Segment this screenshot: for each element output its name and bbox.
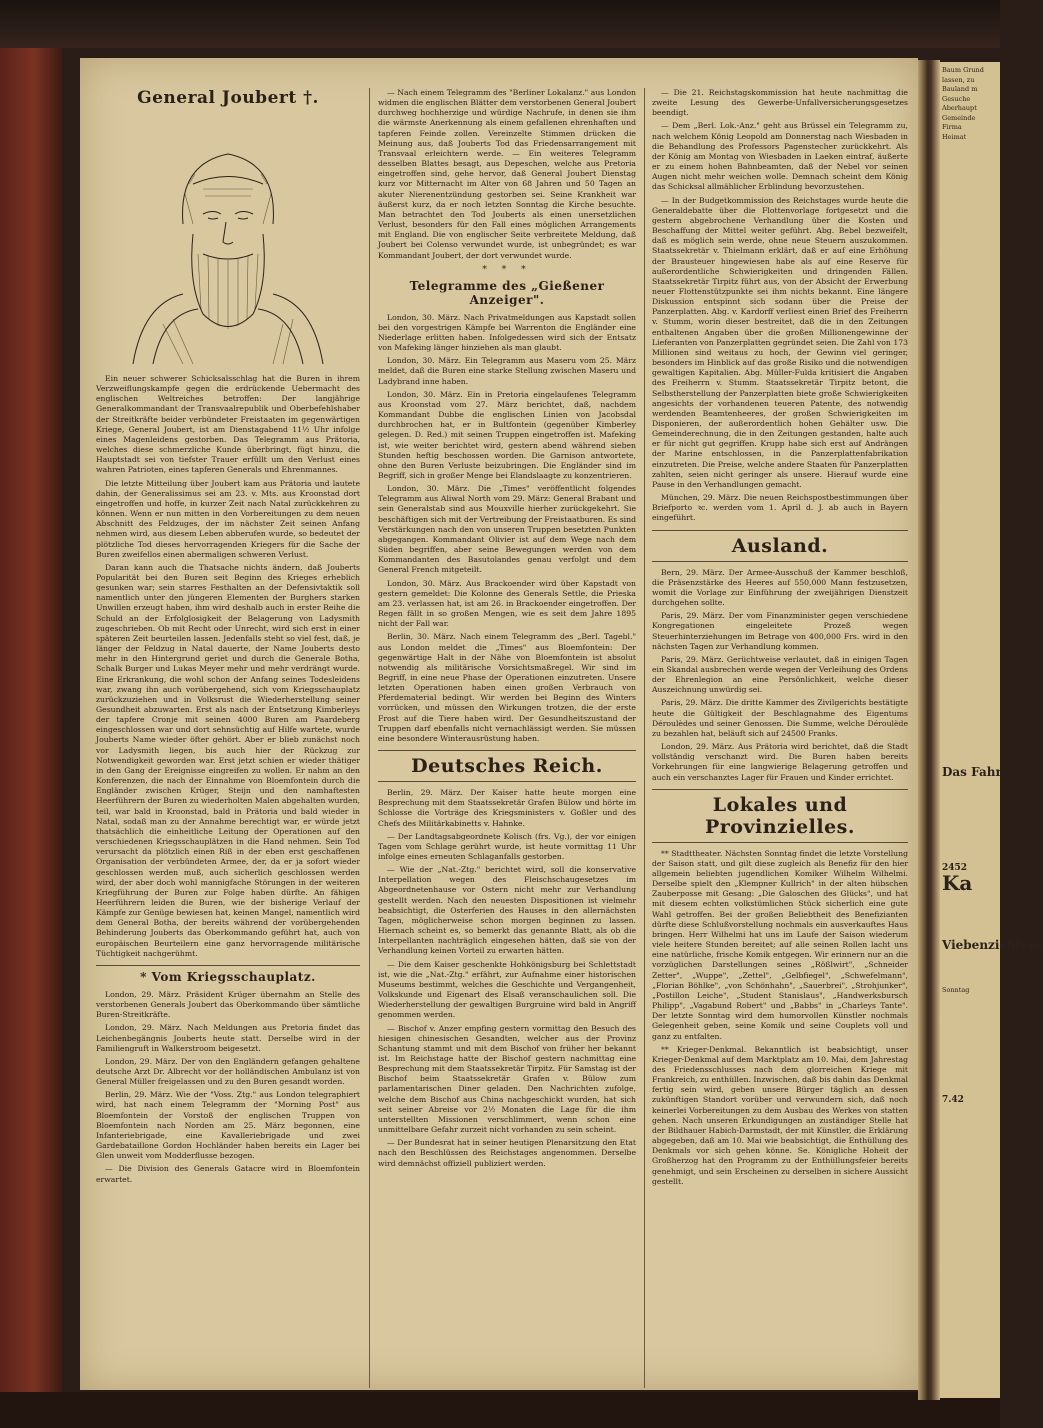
telegram-item: London, 30. März. Die „Times" veröffentlicht folgendes Telegramm aus Aliwal North vom 29. März: General Brabant und sein Generalstab sind aus Mouxville hierher zurückgekehrt. Sie beschäftigen sich mit der Vertreibung der Freistaatburen. Es sind Verstärkungen nach den von unseren Truppen besetzten Punkten abgegangen. Kommandant Olivier ist auf dem Wege nach dem Süden begriffen, aber seine Bewegungen werden von dem Kommandanten des Basutolandes genau verfolgt und dem General French mitgeteilt. <box>378 484 636 575</box>
telegram-item: London, 30. März. Ein in Pretoria eingelaufenes Telegramm aus Kroonstad vom 27. März berichtet, daß, nachdem Kommandant Dubbe die englischen Linien von Jacobsdal durchbrochen hat, er in Bultfontein (gegenüber Kimberley gelegen. D. Red.) mit seinen Truppen eingetroffen ist. Mafeking ist, wie weiter berichtet wird, gestern abend während sieben Stunden heftig beschossen worden. Die Garnison antwortete, ohne den Buren Verluste beizubringen. Die Engländer sind im Begriff, sich in großer Menge bei Elandslaagte zu konzentrieren. <box>378 389 636 480</box>
war-section-title: * Vom Kriegsschauplatz. <box>96 965 360 984</box>
war-item: London, 29. März. Präsident Krüger übernahm an Stelle des verstorbenen Generals Joubert das Oberkommando über sämtliche Buren-Streitkräfte. <box>96 989 360 1020</box>
news-paragraph: München, 29. März. Die neuen Reichspostbestimmungen über Briefporto ꝛc. werden vom 1. April d. J. ab auch in Bayern eingeführt. <box>652 493 908 523</box>
obituary-title: General Joubert †. <box>137 88 319 108</box>
reich-item: — Der Bundesrat hat in seiner heutigen Plenarsitzung den Etat nach den Beschlüssen des Reichstages angenommen. Derselbe wird demnächst offiziell publiziert werden. <box>378 1138 636 1168</box>
war-item: — Die Division des Generals Gatacre wird in Bloemfontein erwartet. <box>96 1164 360 1184</box>
lokal-item: ** Stadttheater. Nächsten Sonntag findet die letzte Vorstellung der Saison statt, und gilt diese zugleich als Benefiz für den hier allgemein beliebten jugendlichen Komiker Wilhelm Wilhelmi. Derselbe spielt den „Klempner Kullrich" in der alten hübschen Zauberposse mit Gesang: „Die Galoschen des Glücks", und hat mit diesem echten volkstümlichen Stück sicherlich eine gute Wahl getroffen. Bei der großen Beliebtheit des Benefizianten dürfte diese Schlußvorstellung nochmals ein ausverkauftes Haus bringen. Herr Wilhelmi hat uns im Laufe der Saison wiederum viele heitere Stunden bereitet; auf alle seinen Rollen lacht uns eine natürliche, frische Komik entgegen. Wir erinnern nur an die vorzüglichen Darstellungen seines „Rößlwirt", „Schneider Zetter", „Wuppe", „Zettel", „Gelbfiegel", „Schwefelmann", „Florian Böhlke", „von Schönhahn", „Sauerbrei", „Strohjunker", „Postillon Leiche", „Student Stanislaus", „Handwerksbursch Philipp", „Vagabund Robert" und „Babbs" in „Charleys Tante". Der letzte Sonntag wird dem humorvollen Künstler nochmals Gelegenheit geben, seine Komik und seine Couplets voll und ganz zu entfalten. <box>652 848 908 1041</box>
ausland-item: Paris, 29. März. Die dritte Kammer des Zivilgerichts bestätigte heute die Gültigkeit der Beschlagnahme des Eigentums Déroulèdes und seiner Genossen. Die Summe, welche Déroulède zu bezahlen hat, beläuft sich auf 24500 Franks. <box>652 698 908 738</box>
adjacent-heading: Das Fahr <box>942 765 1002 779</box>
war-item: Berlin, 29. März. Wie der "Voss. Ztg." aus London telegraphiert wird, hat nach einem Telegramm der "Morning Post" aus Bloemfontein der Vorstoß der englischen Truppen von Bloemfontein nach Norden am 25. März begonnen, eine Infanteriebrigade, eine Kavalleriebrigade und zwei Gardebataillone Gordon Hochländer haben bereits ein Lager bei Glen unweit vom Modderflusse bezogen. <box>96 1090 360 1161</box>
news-paragraph: — Nach einem Telegramm des "Berliner Lokalanz." aus London widmen die englischen Blätter dem verstorbenen General Joubert durchweg hochherzige und würdige Nachrufe, in denen sie ihm die wärmste Anerkennung als einem gefallenen ehrenhaften und tapferen Feinde zollen. Vereinzelte Stimmen drücken die Meinung aus, daß Jouberts Tod das Friedensarrangement mit Transvaal erleichtern werde. — Ein weiteres Telegramm desselben Blattes besagt, aus Depeschen, welche aus Pretoria eingetroffen sind, gehe hervor, daß General Joubert Dienstag kurz vor Mitternacht im Alter von 68 Jahren und 50 Tagen an akuter Nierenentzündung gestorben sei. Seine Krankheit war äußerst kurz, da er noch letzten Sonntag die Kirche besuchte. Man betrachtet den Tod Jouberts als einen unersetzlichen Verlust, besonders für den Fall eines möglichen Arrangements mit England. Die von englischer Seite verbreitete Meldung, daß Joubert bei Colenso verwundet wurde, ist unbegründet; es war Kommandant Joubert, der dort verwundet wurde. <box>378 88 636 260</box>
war-item: London, 29. März. Nach Meldungen aus Pretoria findet das Leichenbegängnis Jouberts heute statt. Derselbe wird in der Familiengruft in Walkerstroom beigesetzt. <box>96 1023 360 1053</box>
adjacent-line: Gemeinde <box>942 113 976 122</box>
portrait-image <box>123 114 333 364</box>
scan-left-edge <box>0 0 62 1428</box>
telegram-section-title: Telegramme des „Gießener Anzeiger". <box>409 278 605 307</box>
reich-item: — Wie der „Nat.-Ztg." berichtet wird, soll die konservative Interpellation wegen des Fleischschaugesetzes im Abgeordnetenhause vor Ostern nicht mehr zur Verhandlung gestellt werden. Nach den neuesten Dispositionen ist vielmehr beabsichtigt, die Osterferien des Hauses in den allernächsten Tagen, möglicherweise schon morgen beginnen zu lassen. Hiernach scheint es, so bemerkt das genannte Blatt, als ob die Interpellanten nachträglich eingesehen hätten, daß sie von der Verhandlung keinen Vorteil zu erwarten hätten. <box>378 865 636 956</box>
reich-section-title: Deutsches Reich. <box>378 750 636 782</box>
news-paragraph: — Die 21. Reichstagskommission hat heute nachmittag die zweite Lesung des Gewerbe-Unfallversicherungsgesetzes beendigt. <box>652 88 908 118</box>
obituary-paragraph: Daran kann auch die Thatsache nichts ändern, daß Jouberts Popularität bei den Buren seit Beginn des Krieges erheblich gesunken war; sein starres Festhalten an der Defensivtaktik soll namentlich unter den jüngeren Elementen der Burghers starken Unwillen erzeugt haben, ihm wird deshalb auch in erster Reihe die Schuld an der Erfolglosigkeit der Belagerung von Ladysmith zugeschrieben. Ob mit Recht oder Unrecht, wird sich erst in einer späteren Zeit beurteilen lassen. Jedenfalls steht so viel fest, daß, je länger der Feldzug in Natal dauerte, der Name Jouberts desto mehr in den Hintergrund geriet und durch die Generale Botha, Schalk Burger und Lukas Meyer mehr und mehr verdrängt wurde. Eine Erkrankung, die wohl schon der Anfang seines Todesleidens war, zwang ihn auch vorübergehend, sich vom Kriegsschauplatz zurückzuziehen und in Volksrust die Wiederherstellung seiner Gesundheit abzuwarten. Erst als nach der Entsetzung Kimberleys der tapfere Cronje mit seinen 4000 Buren am Paardeberg eingeschlossen war und dort sehnsüchtig auf Hilfe wartete, wurde Jouberts Name wieder öfter gehört. Aber er blieb zunächst noch vor Ladysmith liegen, bis auch hier der Rückzug zur Notwendigkeit geworden war. Erst jetzt schien er wieder thätiger in den Gang der Ereignisse eingreifen zu wollen. Er nahm an den Konferenzen, die nach der Einnahme von Bloemfontein durch die Engländer zwischen Krüger, Steijn und den namhaftesten Heerführern der Buren zu wiederholten Malen abgehalten wurden, teil, war bald in Kroonstad, bald in Prätoria und bald wieder in Natal, sodaß man zu der Annahme berechtigt war, er würde jetzt thatsächlich die einheitliche Leitung der Operationen auf den verschiedenen Kriegsschauplätzen in die Hand nehmen. Sein Tod verursacht da plötzlich einen Riß in der eben erst geschaffenen Organisation der verbündeten Armee, der, da er ja sofort wieder geschlossen werden muß, auch sicherlich geschlossen werden wird, der aber doch wohl mannigfache Störungen in der weiteren Kriegführung der Buren zur Folge haben dürfte. An fähigen Heerführern leiden die Buren, wie der bisherige Verlauf der Kämpfe zur Genüge bewiesen hat, keinen Mangel, namentlich wird dem General Botha, der bereits während der vorübergehenden Behinderung Jouberts das Oberkommando geführt hat, auch von europäischen Beurteilern eine ganz hervorragende militärische Tüchtigkeit nachgerühmt. <box>96 562 360 958</box>
ausland-item: Paris, 29. März. Der vom Finanzminister gegen verschiedene Kongregationen eingeleitete Prozeß wegen Steuerhinterziehungen im Betrage von 400,000 Frs. wird in den nächsten Tagen zur Verhandlung kommen. <box>652 611 908 651</box>
column-2 <box>378 88 636 1172</box>
telegram-item: London, 30. März. Ein Telegramm aus Maseru vom 25. März meldet, daß die Buren eine starke Stellung zwischen Maseru und Ladybrand inne haben. <box>378 356 636 386</box>
ausland-item: Bern, 29. März. Der Armee-Ausschuß der Kammer beschloß, die Präsenzstärke des Heeres auf 550,000 Mann festzusetzen, womit die Vorlage zur Einführung der zweijährigen Dienstzeit durchgehen sollte. <box>652 567 908 608</box>
newspaper-page <box>80 58 918 1390</box>
column-rule <box>369 88 370 1388</box>
book-gutter <box>918 60 940 1400</box>
news-paragraph: — Dem „Berl. Lok.-Anz." geht aus Brüssel ein Telegramm zu, nach welchem König Leopold am Donnerstag nach Wiesbaden in die Behandlung des Professors Pagenstecher zurückkehrt. Als der König am Montag von Wiesbaden in Laeken eintraf, äußerte er zu einem hohen Bahnbeamten, daß der Nebel vor seinen Augen nicht mehr weichen wolle. Demnach scheint dem König das Schicksal allmählicher Erblindung bevorzustehen. <box>652 121 908 192</box>
adjacent-heading: Viebenzichtere <box>942 937 1043 952</box>
lokal-item: ** Krieger-Denkmal. Bekanntlich ist beabsichtigt, unser Krieger-Denkmal auf dem Marktplatz am 10. Mai, dem Jahrestag des Friedensschlusses nach dem glorreichen Kriege mit Frankreich, zu enthüllen. Inzwischen, daß bis dahin das Denkmal fertig sein wird, geben unsere Bürger täglich an dessen zukünftigen Standort vorüber und verwundern sich, daß noch keinerlei Vorbereitungen zu dem Ausbau des Werkes von statten gehen. Nach unseren Erkundigungen an zuständiger Stelle hat der Bildhauer Habich-Darmstadt, der mit Künstler, die Erklärung abgegeben, daß am 10. Mai wie beabsichtigt, die Enthüllung des Denkmals vor sich gehen könne. Se. Königliche Hoheit der Großherzog hat den Programm zu der Enthüllungsfeier bereits genehmigt, und sein Erscheinen zu derselben in sichere Aussicht gestellt. <box>652 1044 908 1186</box>
reich-item: — Der Landtagsabgeordnete Kolisch (frs. Vg.), der vor einigen Tagen vom Schlage gerührt wurde, ist heute vormittag 11 Uhr infolge eines erneuten Schlaganfalls gestorben. <box>378 831 636 861</box>
telegram-item: London, 30. März. Aus Brackoender wird über Kapstadt von gestern gemeldet: Die Kolonne des Generals Settle, die Prieska am 23. verlassen hat, ist am 26. in Brackoender eingetroffen. Der Regen fällt in so großen Mengen, wie es seit dem Jahre 1895 nicht der Fall war. <box>378 578 636 629</box>
ausland-item: London, 29. März. Aus Prätoria wird berichtet, daß die Stadt vollständig verschanzt wird. Die Buren haben bereits Vorkehrungen für eine langwierige Belagerung getroffen und auch ein verschanztes Lager für Frauen und Kinder errichtet. <box>652 742 908 782</box>
adjacent-page <box>940 62 1043 1398</box>
adjacent-line: Aberhaupt <box>942 104 977 112</box>
adjacent-page-text <box>940 62 1043 1109</box>
adjacent-line: lassen, zu <box>942 75 975 84</box>
adjacent-line: Gesuche <box>942 94 971 103</box>
adjacent-number: 2452 <box>942 862 968 873</box>
section-divider: * * * <box>482 264 532 275</box>
reich-item: Berlin, 29. März. Der Kaiser hatte heute morgen eine Besprechung mit dem Staatssekretär Grafen Bülow und hörte im Schlosse die Vorträge des Kriegsministers v. Goßler und des Chefs des Militärkabinetts v. Hahnke. <box>378 788 636 828</box>
adjacent-line: Bauland m <box>942 85 978 93</box>
obituary-paragraph: Die letzte Mitteilung über Joubert kam aus Prätoria und lautete dahin, der Generalissimus sei am 23. v. Mts. aus Kroonstad dort eingetroffen und hoffe, in kurzer Zeit nach Natal zurückkehren zu können. Wenn er nun mitten in den Vorbereitungen zu dem neuen Abschnitt des Feldzuges, der im nächster Zeit seinen Anfang nehmen wird, aus diesem Leben abberufen wurde, so bedeutet der plötzliche Tod dieses hervorragenden Kriegers für die Sache der Buren zweifellos einen abermaligen schweren Verlust. <box>96 478 360 559</box>
column-rule <box>644 88 645 1388</box>
ausland-section-title: Ausland. <box>652 530 908 562</box>
column-1 <box>96 88 360 1188</box>
reich-item: — Bischof v. Anzer empfing gestern vormittag den Besuch des hiesigen chinesischen Gesandten, welcher aus der Provinz Schantung stammt und mit dem Bischof von früher her bekannt ist. Im Reichstage hatte der Bischof gestern nachmittag eine Besprechung mit dem Staatssekretär Tirpitz. Für Samstag ist der Bischof beim Staatssekretär Grafen v. Bülow zum parlamentarischen Diner geladen. Den Nachrichten zufolge, welche dem Bischof aus China nachgeschickt wurden, hat sich seit seiner Abreise vor 2½ Monaten die Lage für die ihm unterstellten Missionen verschlimmert, wenn schon eine unmittelbare Gefahr zurzeit nicht vorhanden zu sein scheint. <box>378 1023 636 1135</box>
adjacent-line: Firma <box>942 123 962 131</box>
news-paragraph: — In der Budgetkommission des Reichstages wurde heute die Generaldebatte über die Flottenvorlage fortgesetzt und die gestern abgebrochene Verhandlung über die Kosten und Beschaffung der Mittel weiter geführt. Abg. Bebel bezweifelt, daß es möglich sein werde, ohne neue Steuern auszukommen. Staatssekretär v. Thielmann erklärt, daß er auf eine Erhöhung der Brausteuer hingewiesen habe als auf eine Reserve für außerordentliche Schwierigkeiten und dringenden Fällen. Staatssekretär Tirpitz führt aus, von der Absicht der Erwerbung neuer Flottenstützpunkte sei ihm nichts bekannt. Eine längere Diskussion entspinnt sich sodann über die Preise der Panzerplatten. Abg. v. Kardorff verliest einen Brief des Freiherrn v. Stumm, worin dieser bestreitet, daß die in den Zeitungen enthaltenen Angaben über die großen Millionengewinne der Lieferanten von Panzerplatten gegründet seien. Die Zahl von 173 Millionen sind weitaus zu hoch, der Gewinn viel geringer, besonders im Hinblick auf das große Risiko und die notwendigen gewaltigen Kapitalien. Abg. Müller-Fulda kritisiert die Angaben des Freiherrn v. Stumm. Staatssekretär Tirpitz betont, die Selbstherstellung der Panzerplatten biete große Schwierigkeiten angesichts der vorhandenen teueren Patente, des notwendig werdenden Beamtenheeres, der großen Schwierigkeiten im Disponieren, der außerordentlich hohen Gehälter usw. Die Gemeinderechnung, die in den Zeitungen gestanden, halte auch er für nicht gut gegriffen. Krupp habe sich erst auf Andrängen der Marine entschlossen, in die Panzerplattenfabrikation einzutreten. Die Preise, welche andere Staaten für Panzerplatten zahlten, seien nicht geringer als unsere. Hierauf wurde eine Pause in den Verhandlungen gemacht. <box>652 195 908 489</box>
obituary-paragraph: Ein neuer schwerer Schicksalsschlag hat die Buren in ihrem Verzweiflungskampfe gegen die erdrückende Uebermacht des englischen Weltreiches betroffen: Der langjährige Generalkommandant der Transvaalrepublik und Oberbefehlshaber der Streitkräfte beider verbündeter Freistaaten im gegenwärtigen Kriege, General Joubert, ist am Dienstagabend 11½ Uhr infolge eines Magenleidens gestorben. Das Telegramm aus Prätoria, welches diese schmerzliche Kunde überbringt, fügt hinzu, die Hauptstadt sei von tiefster Trauer erfüllt um den Verlust eines wahren Patrioten, eines tapferen Generals und Ehrenmannes. <box>96 374 360 475</box>
war-item: London, 29. März. Der von den Engländern gefangen gehaltene deutsche Arzt Dr. Albrecht vor der holländischen Ambulanz ist von General Müller freigelassen und zu den Buren gesandt worden. <box>96 1056 360 1087</box>
adjacent-heading: Sonntag <box>942 986 970 994</box>
adjacent-number: 7.42 <box>942 1094 964 1105</box>
scan-top-edge <box>0 0 1000 48</box>
lokal-section-title: Lokales und Provinzielles. <box>652 789 908 843</box>
telegram-item: Berlin, 30. März. Nach einem Telegramm des „Berl. Tagebl." aus London meldet die „Times" aus Bloemfontein: Der gegenwärtige Halt in der Nähe von Bloemfontein ist absolut notwendig als militärische Vorsichtsmaßregel. Wir sind im Begriff, in eine neue Phase der Operationen einzutreten. Unsere letzten Operationen haben einen großen Verbrauch von Pferdematerial bedingt. Wir werden bei Beginn des Winters vorrücken, und müssen den Wirkungen trotzen, die der erste Frost auf die Tiere haben wird. Der Gesundheitszustand der Truppen darf ebenfalls nicht vernachlässigt werden. Sie müssen eine besondere Winterausrüstung haben. <box>378 632 636 743</box>
column-3 <box>652 88 908 1190</box>
reich-item: — Die dem Kaiser geschenkte Hohkönigsburg bei Schlettstadt ist, wie die „Nat.-Ztg." erfährt, zur Aufnahme einer historischen Museums bestimmt, welches die Geschichte und Vergangenheit, Volkskunde und Eigenart des Elsaß veranschaulichen soll. Die Wiederherstellung der gewaltigen Burgruine wird bald in Angriff genommen werden. <box>378 959 636 1020</box>
telegram-item: London, 30. März. Nach Privatmeldungen aus Kapstadt sollen bei den vorgestrigen Kämpfe bei Warrenton die Engländer eine Niederlage erlitten haben. Infolgedessen wird sich der Entsatz von Mafeking länger hinziehen als man glaubt. <box>378 312 636 353</box>
adjacent-line: Baum Grund <box>942 66 984 74</box>
adjacent-line: Heimat <box>942 132 967 141</box>
scan-bottom-edge <box>0 1392 1000 1428</box>
ausland-item: Paris, 29. März. Gerüchtweise verlautet, daß in einigen Tagen ein Skandal ausbrechen werde wegen der Verleihung des Ordens der Ehrenlegion an eine Persönlichkeit, welche dieser Auszeichnung unwürdig sei. <box>652 654 908 695</box>
adjacent-heading: Ka <box>942 871 973 895</box>
